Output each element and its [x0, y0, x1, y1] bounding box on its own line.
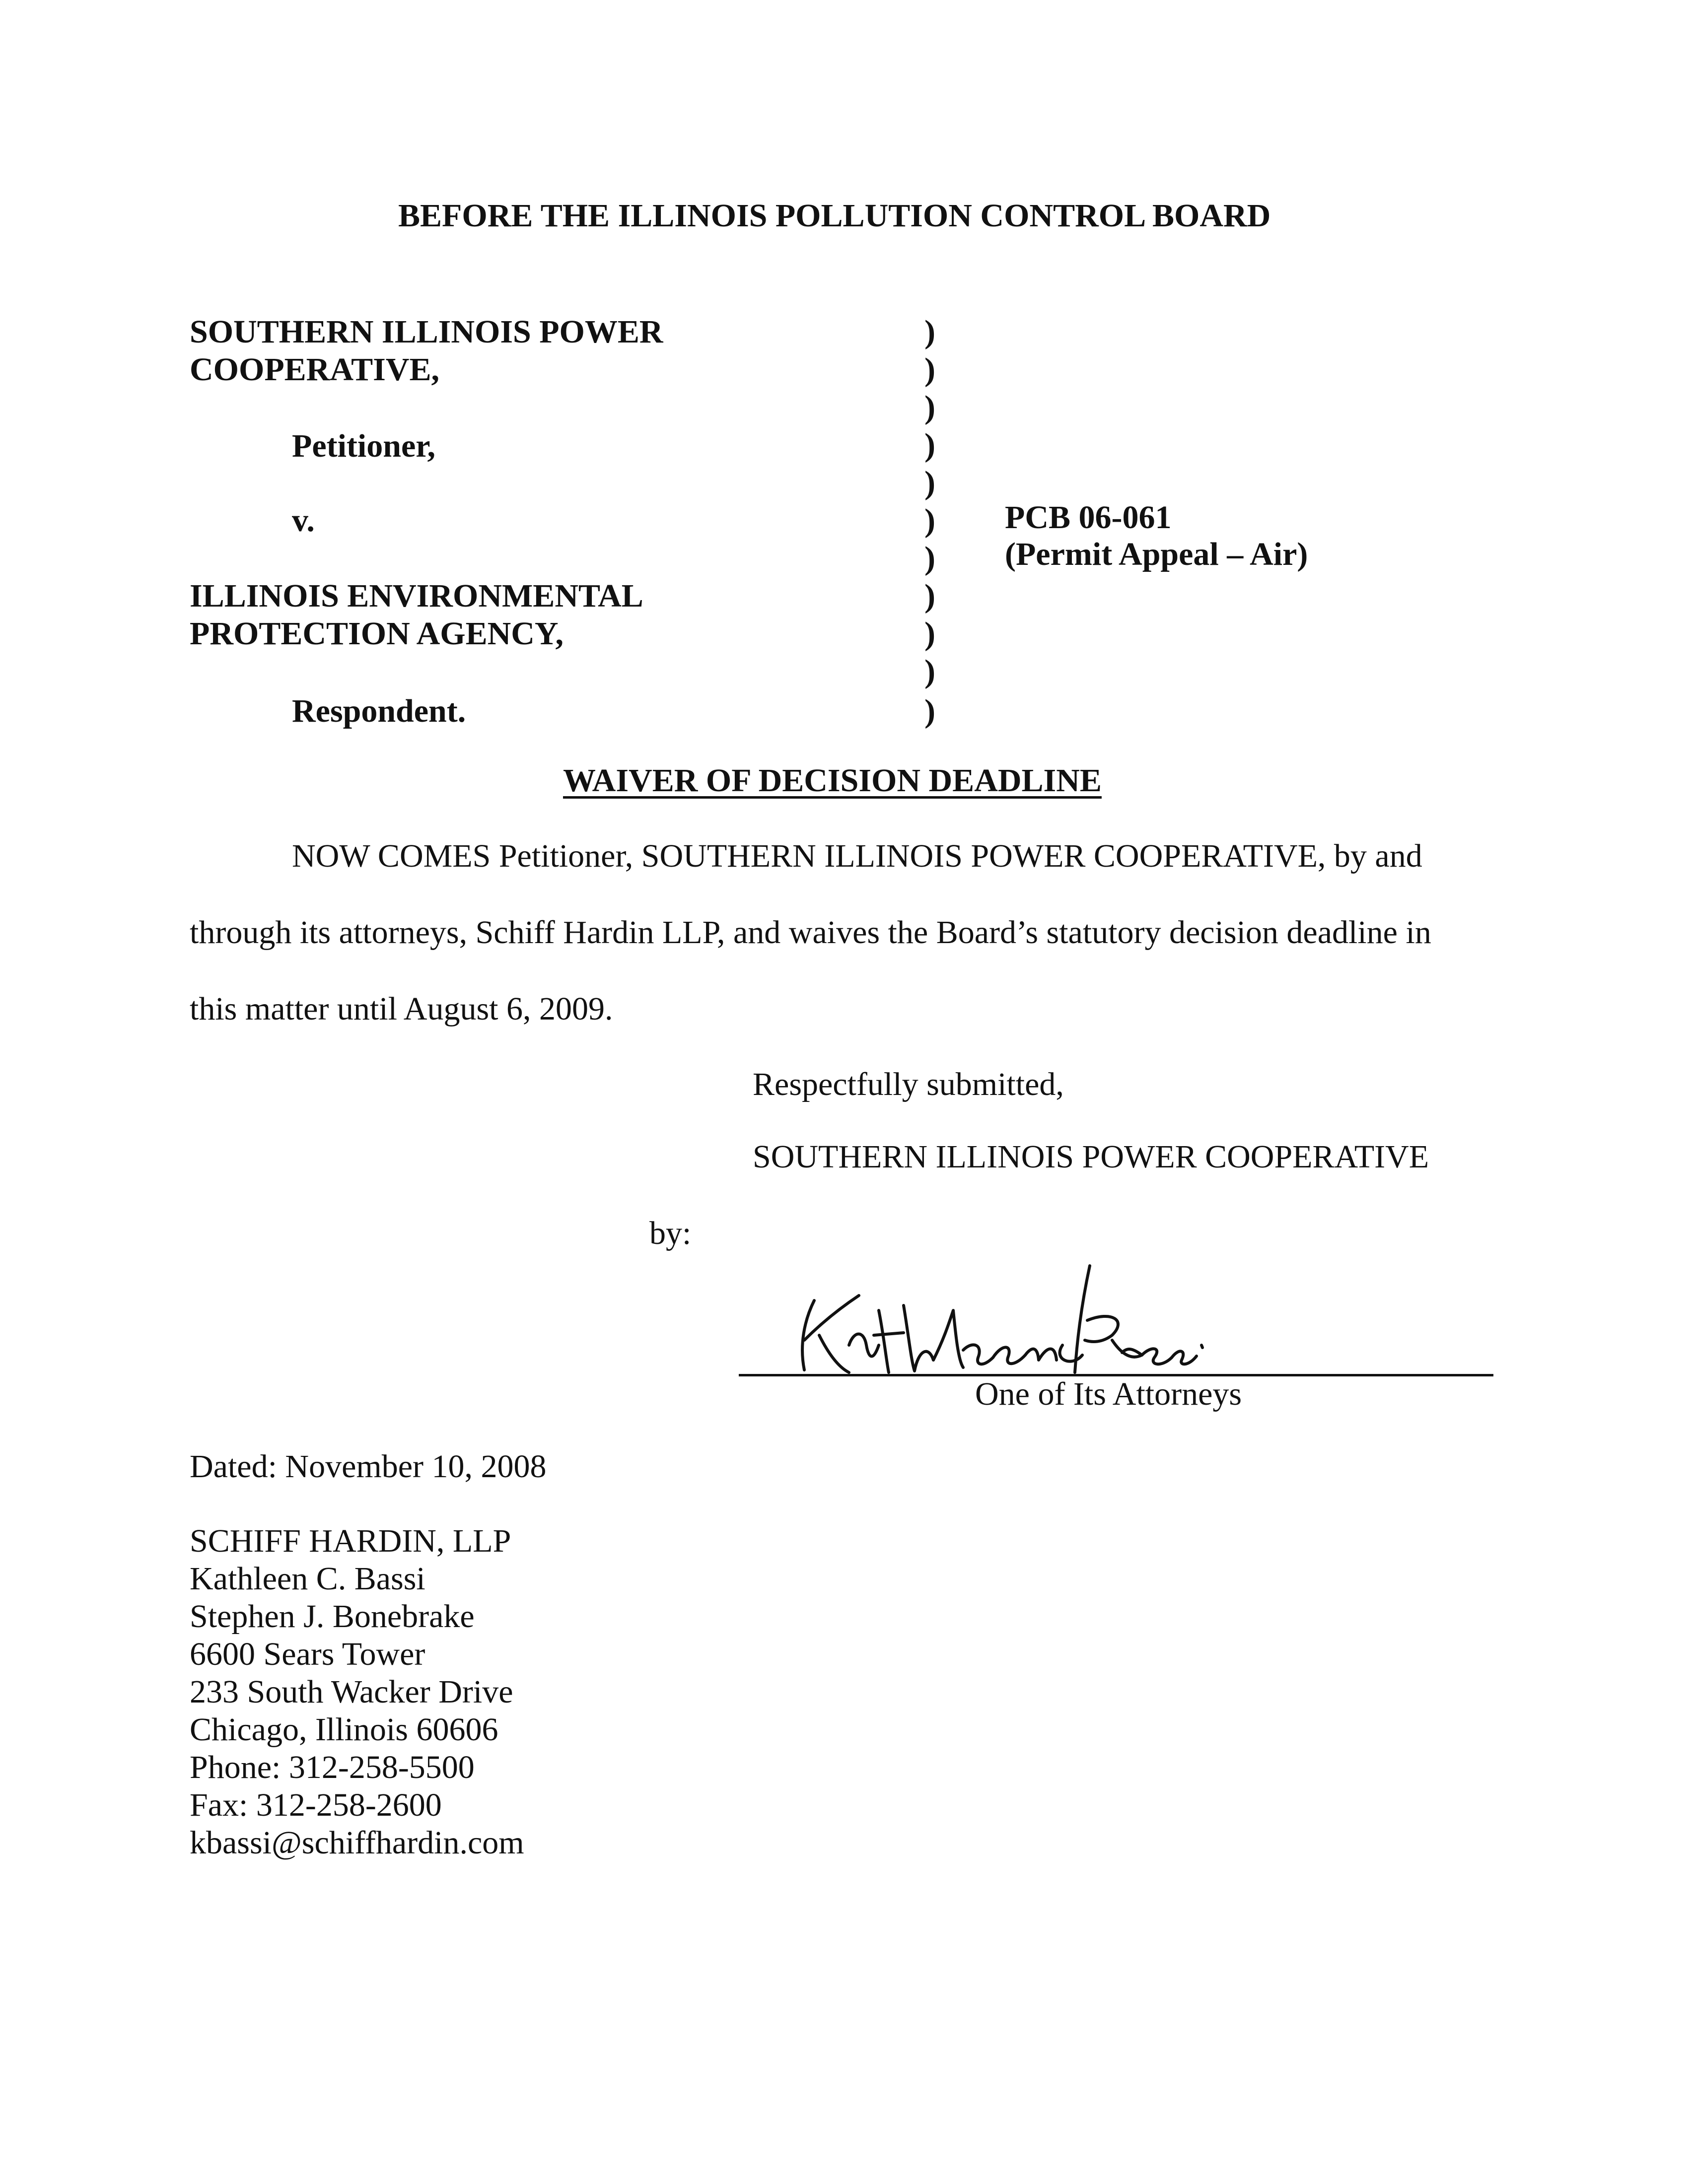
petitioner-name-line2: COOPERATIVE,: [190, 351, 439, 388]
fax-number: Fax: 312-258-2600: [190, 1787, 442, 1823]
document-title: WAIVER OF DECISION DEADLINE: [563, 762, 1102, 799]
signature-drawing: [784, 1261, 1211, 1380]
address-line-3: Chicago, Illinois 60606: [190, 1711, 498, 1748]
case-type: (Permit Appeal – Air): [1005, 536, 1308, 572]
address-line-2: 233 South Wacker Drive: [190, 1674, 513, 1710]
firm-name: SCHIFF HARDIN, LLP: [190, 1523, 511, 1559]
board-title: BEFORE THE ILLINOIS POLLUTION CONTROL BOARD: [398, 198, 1271, 234]
signature-caption: One of Its Attorneys: [975, 1376, 1242, 1412]
caption-paren: ): [924, 389, 935, 425]
caption-paren: ): [924, 427, 935, 463]
respondent-name-line1: ILLINOIS ENVIRONMENTAL: [190, 578, 643, 614]
caption-paren: ): [924, 540, 935, 576]
attorney-1: Kathleen C. Bassi: [190, 1561, 425, 1597]
body-line-2: through its attorneys, Schiff Hardin LLP, and waives the Board’s statutory decision deadline in: [190, 914, 1431, 951]
caption-paren: ): [924, 693, 935, 729]
petitioner-name-line1: SOUTHERN ILLINOIS POWER: [190, 314, 663, 350]
caption-paren: ): [924, 502, 935, 539]
email-address: kbassi@schiffhardin.com: [190, 1825, 524, 1861]
phone-number: Phone: 312-258-5500: [190, 1749, 475, 1785]
respondent-role: Respondent.: [292, 693, 466, 729]
by-label: by:: [649, 1215, 692, 1251]
petitioner-role: Petitioner,: [292, 428, 435, 464]
caption-paren: ): [924, 314, 935, 350]
caption-paren: ): [924, 653, 935, 689]
caption-paren: ): [924, 615, 935, 652]
caption-paren: ): [924, 351, 935, 388]
dated-line: Dated: November 10, 2008: [190, 1448, 547, 1485]
address-line-1: 6600 Sears Tower: [190, 1636, 425, 1672]
respondent-name-line2: PROTECTION AGENCY,: [190, 615, 564, 652]
versus-label: v.: [292, 502, 315, 539]
signing-party: SOUTHERN ILLINOIS POWER COOPERATIVE: [753, 1139, 1429, 1175]
case-number: PCB 06-061: [1005, 499, 1172, 536]
attorney-2: Stephen J. Bonebrake: [190, 1598, 475, 1635]
closing: Respectfully submitted,: [753, 1066, 1064, 1102]
body-line-3: this matter until August 6, 2009.: [190, 991, 613, 1027]
caption-paren: ): [924, 465, 935, 501]
caption-paren: ): [924, 578, 935, 614]
body-line-1: NOW COMES Petitioner, SOUTHERN ILLINOIS POWER COOPERATIVE, by and: [292, 838, 1422, 874]
